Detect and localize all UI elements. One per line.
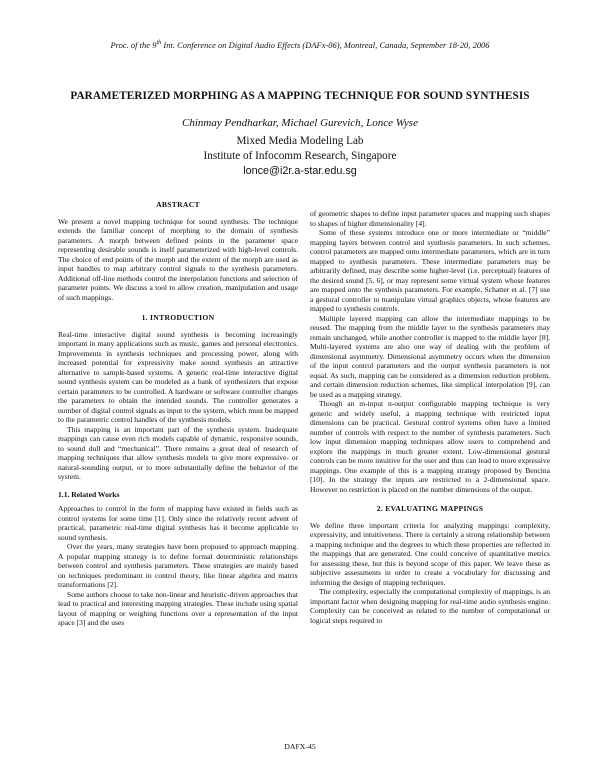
paragraph: Multiple layered mapping can allow the intermediate mappings to be reused. The mapping from the middle layer to the synthesis parameters may remain unchanged, while another controller is mapped to the middle layer [8]. Multi-layered systems are also one way of dealing with the problem of dimensional asymmetry. Dimensional asymmetry occurs when the dimension of the input control parameters and the output synthesis parameters is not equal. As such, mapping can be considered as a dimension reduction problem, and certain dimension reduction schemes, like simplical interpolation [9], can be used as a mapping strategy. [310, 313, 550, 399]
header-text: Proc. of the 9 [110, 40, 157, 50]
affiliation-block [0, 134, 600, 179]
abstract-text: We present a novel mapping technique for sound synthesis. The technique extends the familiar concept of morphing to the domain of synthesis parameters. A morph between defined points in the parameter space representing desirable sounds is itself parameterized with high-level controls. The choice of end points of the morph and the extent of the morph are used as input handles to map arbitrary control signals to the synthesis parameters. Additional off-line methods control the interpolation functions and selection of parameter points. We discuss a tool to allow creation, manipulation and usage of such mappings. [58, 216, 298, 302]
institute-name: Institute of Infocomm Research, Singapore [203, 150, 397, 162]
left-column [58, 200, 298, 628]
section-heading-evaluating-mappings: 2. EVALUATING MAPPINGS [376, 504, 484, 513]
author-email[interactable]: lonce@i2r.a-star.edu.sg [243, 165, 357, 177]
header-superscript: th [156, 40, 162, 46]
paragraph: The complexity, especially the computational complexity of mappings, is an important factor when designing mapping for real-time audio synthesis engine. Complexity can be conceived as related to the number of computational or logical steps required to [310, 587, 550, 625]
header-text-rest: Int. Conference on Digital Audio Effects (DAFx-06), Montreal, Canada, September 18-20, 2006 [161, 40, 490, 50]
proceedings-header [0, 40, 600, 50]
paragraph: We define three important criteria for analyzing mappings: complexity, expressivity, and intuitiveness. There is certainly a strong relationship between a mapping technique and the degrees to which these properties are reflected in the mappings that are generated. One could conceive of quantitative metrics for assessing these, but this is beyond scope of this paper. We leave these as subjective assessments in order to create a vocabulary for discussing and informing the design of mapping techniques. [310, 520, 550, 587]
paragraph: Real-time interactive digital sound synthesis is becoming increasingly important in many applications such as music, games and personal electronics. Improvements in synthesis techniques and processing power, along with increased potential for expressivity make sound synthesis an attractive alternative to sample-based systems. A generic real-time interactive digital sound synthesis system can be modeled as a bank of synthesizers that expose certain parameters to be controlled. A hardware or software controller changes the parameters to obtain the intended sounds. The controller generates a number of digital control signals as input to the system, which must be mapped to the parametric control handles of the synthesis models. [58, 329, 298, 424]
right-column [310, 209, 550, 625]
paper-title: PARAMETERIZED MORPHING AS A MAPPING TECHNIQUE FOR SOUND SYNTHESIS [70, 90, 530, 102]
paragraph: Some of these systems introduce one or more intermediate or “middle” mapping layers between control and synthesis parameters. In such schemes, control parameters are mapped onto intermediate parameters, which are in turn mapped to synthesis parameters. These intermediate parameters may be arbitrarily defined, may describe some higher-level (i.e. perceptual) features of the desired sound [5, 6], or may represent some virtual system whose features are mapped onto the synthesis parameters. For example, Schatter et al. [7] use a gestural controller to manipulate virtual graphics objects, whose features are mapped to synthesis controls. [310, 228, 550, 313]
paper-authors: Chinmay Pendharkar, Michael Gurevich, Lonce Wyse [182, 117, 418, 129]
paragraph: Some authors choose to take non-linear and heuristic-driven approaches that lead to practical and interesting mapping strategies. These include using spatial layout of mapping or weighing functions over a representation of the input space [3] and the uses [58, 589, 298, 627]
paragraph: Approaches to control in the form of mapping have existed in fields such as control systems for some time [1]. Only since the relatively recent advent of practical, parametric real-time digital synthesis has it become applicable to sound synthesis. [58, 504, 298, 542]
subsection-heading-related-works: 1.1. Related Works [58, 489, 120, 499]
paragraph: Over the years, many strategies have been proposed to approach mapping. A popular mapping strategy is to define formal deterministic relationships between control and synthesis parameters. These strategies are mainly based on techniques predominant in control theory, like linear algebra and matrix transformations [2]. [58, 542, 298, 589]
paragraph: Though an m-input n-output configurable mapping technique is very generic and widely useful, a mapping technique with restricted input dimensions can be practical. Gestural control systems often have a limited number of controls with respect to the number of synthesis parameters. Such low input dimension mapping techniques allow users to comprehend and explore the mappings in much greater extent. Low-dimensional gestural controls can be more intuitive for the user and thus can lead to more expressive mappings. One example of this is a mapping strategy proposed by Bencina [10]. In the strategy the inputs are restricted to a 2-dimensional space. However no restriction is placed on the number dimensions of the output. [310, 399, 550, 494]
paragraph: of geometric shapes to define input parameter spaces and mapping such shapes to shapes of higher dimensionality [4]. [310, 209, 550, 228]
lab-name: Mixed Media Modeling Lab [236, 135, 364, 147]
abstract-heading: ABSTRACT [156, 200, 200, 209]
section-heading-introduction: 1. INTRODUCTION [141, 313, 215, 322]
page-footer: DAFX-45 [284, 742, 316, 751]
paragraph: This mapping is an important part of the synthesis system. Inadequate mappings can cause even rich models capable of dynamic, responsive sounds, to sound dull and “mechanical”. There remains a great deal of research of mapping techniques that allow synthesis models to give more expressive- or natural-sounding output, or to more substantially define the behavior of the system. [58, 424, 298, 481]
